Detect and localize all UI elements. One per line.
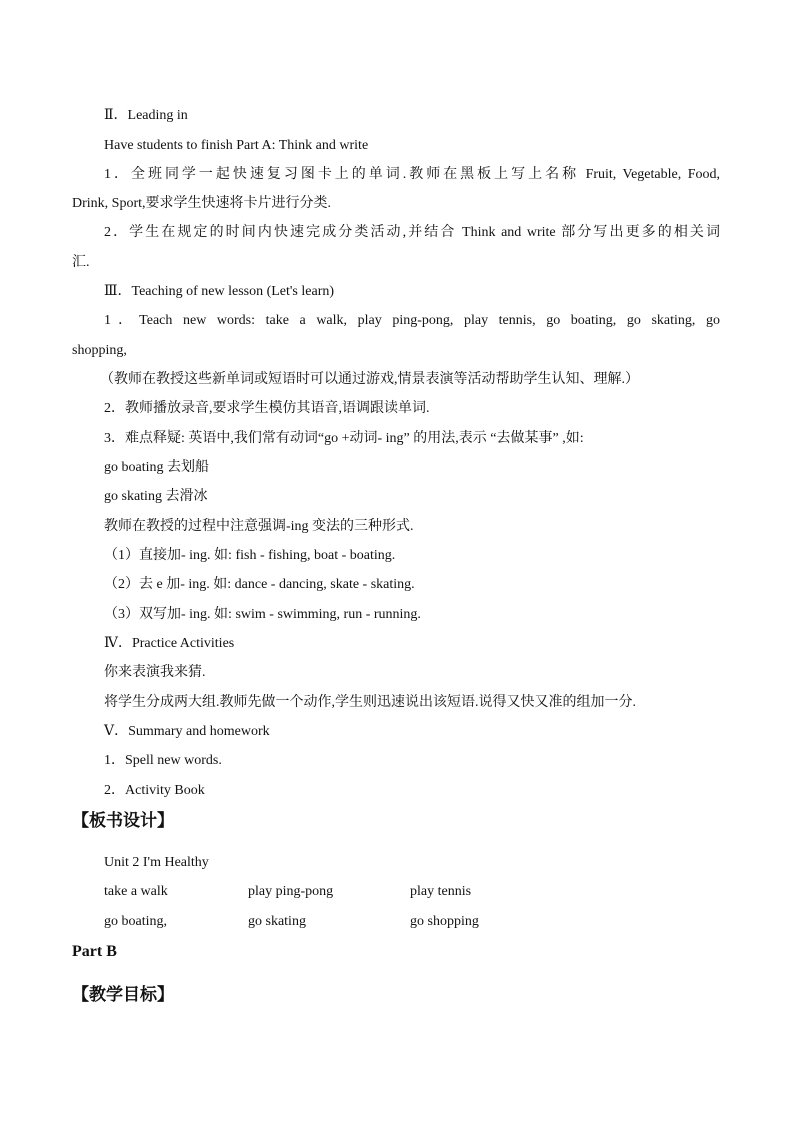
go-skating-example: go skating 去滑冰 <box>104 489 208 504</box>
play-recording-line: 2．教师播放录音,要求学生模仿其语音,语调跟读单词. <box>104 401 430 416</box>
board-unit-title: Unit 2 I'm Healthy <box>104 855 209 870</box>
step1-line2: Drink, Sport,要求学生快速将卡片进行分类. <box>72 196 331 211</box>
homework-1: 1．Spell new words. <box>104 753 222 768</box>
emphasize-line: 教师在教授的过程中注意强调-ing 变法的三种形式. <box>104 519 414 534</box>
board-design-heading: 【板书设计】 <box>72 811 174 831</box>
guess-game-line: 你来表演我来猜. <box>104 665 206 680</box>
finish-part-a-line: Have students to finish Part A: Think and write <box>104 138 369 153</box>
homework-2: 2．Activity Book <box>104 783 205 798</box>
board-cell: go skating <box>248 914 306 929</box>
rule-3: （3）双写加- ing. 如: swim - swimming, run - running. <box>104 607 421 622</box>
part-b-title: Part B <box>72 943 117 960</box>
difficulty-line: 3．难点释疑: 英语中,我们常有动词“go +动词- ing” 的用法,表示 “去做某事” ,如: <box>104 431 584 446</box>
step2-line2: 汇. <box>72 255 90 270</box>
teacher-note: （教师在教授这些新单词或短语时可以通过游戏,情景表演等活动帮助学生认知、理解.） <box>100 372 639 387</box>
rule-1: （1）直接加- ing. 如: fish - fishing, boat - boating. <box>104 548 396 563</box>
section-summary: Ⅴ．Summary and homework <box>104 724 270 739</box>
board-cell: play tennis <box>410 884 472 899</box>
teach-words-line1: 1．Teach new words: take a walk, play ping-pong, play tennis, go boating, go skating, go <box>104 313 720 328</box>
teach-words-line2: shopping, <box>72 343 127 358</box>
groups-line: 将学生分成两大组.教师先做一个动作,学生则迅速说出该短语.说得又快又准的组加一分. <box>104 695 636 710</box>
section-practice: Ⅳ．Practice Activities <box>104 636 235 651</box>
board-cell: take a walk <box>104 884 168 899</box>
section-teaching-new-lesson: Ⅲ．Teaching of new lesson (Let's learn) <box>104 284 335 299</box>
step1-line1: 1．全班同学一起快速复习图卡上的单词.教师在黑板上写上名称 Fruit, Vegetable, Food, <box>104 167 720 182</box>
board-cell: go boating, <box>104 914 167 929</box>
board-cell: play ping-pong <box>248 884 334 899</box>
go-boating-example: go boating 去划船 <box>104 460 209 475</box>
step2-line1: 2．学生在规定的时间内快速完成分类活动,并结合 Think and write 部分写出更多的相关词 <box>104 225 720 240</box>
rule-2: （2）去 e 加- ing. 如: dance - dancing, skate - skating. <box>104 577 415 592</box>
teaching-objectives-heading: 【教学目标】 <box>72 985 174 1005</box>
section-leading-in: Ⅱ．Leading in <box>104 108 188 123</box>
board-cell: go shopping <box>410 914 479 929</box>
